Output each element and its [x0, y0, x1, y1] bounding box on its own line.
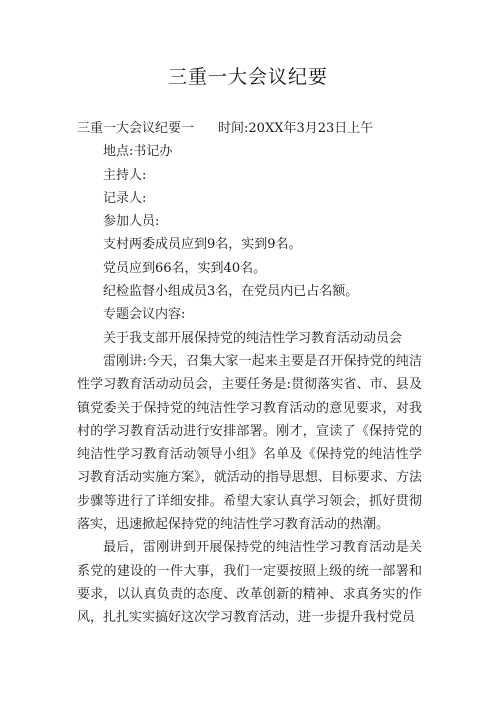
meeting-time: 时间:20XX年3月23日上午 [218, 121, 374, 136]
body-paragraph-2: 最后，雷刚讲到开展保持党的纯洁性学习教育活动是关系党的建设的一件大事，我们一定要按照上级的统一部署和要求，以认真负责的态度、改革创新的精神、求真务实的作风，扎扎实实搞好这次学习教育活动，进一步提升我村党员 [77, 540, 422, 626]
topic-label: 专题会议内容: [103, 307, 186, 323]
meeting-recorder: 记录人: [103, 190, 147, 206]
meeting-attendees-label: 参加人员: [103, 214, 160, 230]
meeting-heading: 三重一大会议纪要一 [77, 121, 195, 136]
document-body [77, 117, 422, 630]
attendance-inspection: 纪检监督小组成员3名，在党员内已占名额。 [103, 284, 359, 300]
meeting-location: 地点:书记办 [103, 144, 173, 160]
meeting-topic: 关于我支部开展保持党的纯洁性学习教育活动动员会 [103, 330, 403, 346]
document-title: 三重一大会议纪要 [167, 66, 328, 88]
attendance-members: 党员应到66名，实到40名。 [103, 260, 267, 276]
meeting-header-line [77, 117, 422, 140]
attendance-committee: 支村两委成员应到9名，实到9名。 [103, 237, 302, 253]
meeting-host: 主持人: [103, 167, 147, 183]
body-paragraph-1: 雷刚讲:今天，召集大家一起来主要是召开保持党的纯洁性学习教育活动动员会，主要任务是:贯彻落实省、市、县及镇党委关于保持党的纯洁性学习教育活动的意见要求，对我村的学习教育活动进行安排部署。刚才，宣读了《保持党的纯洁性学习教育活动领导小组》名单及《保持党的纯洁性学习教育活动实施方案》，就活动的指导思想、目标要求、方法步骤等进行了详细安排。希望大家认真学习领会，抓好贯彻落实，迅速掀起保持党的纯洁性学习教育活动的热潮。 [77, 353, 422, 533]
